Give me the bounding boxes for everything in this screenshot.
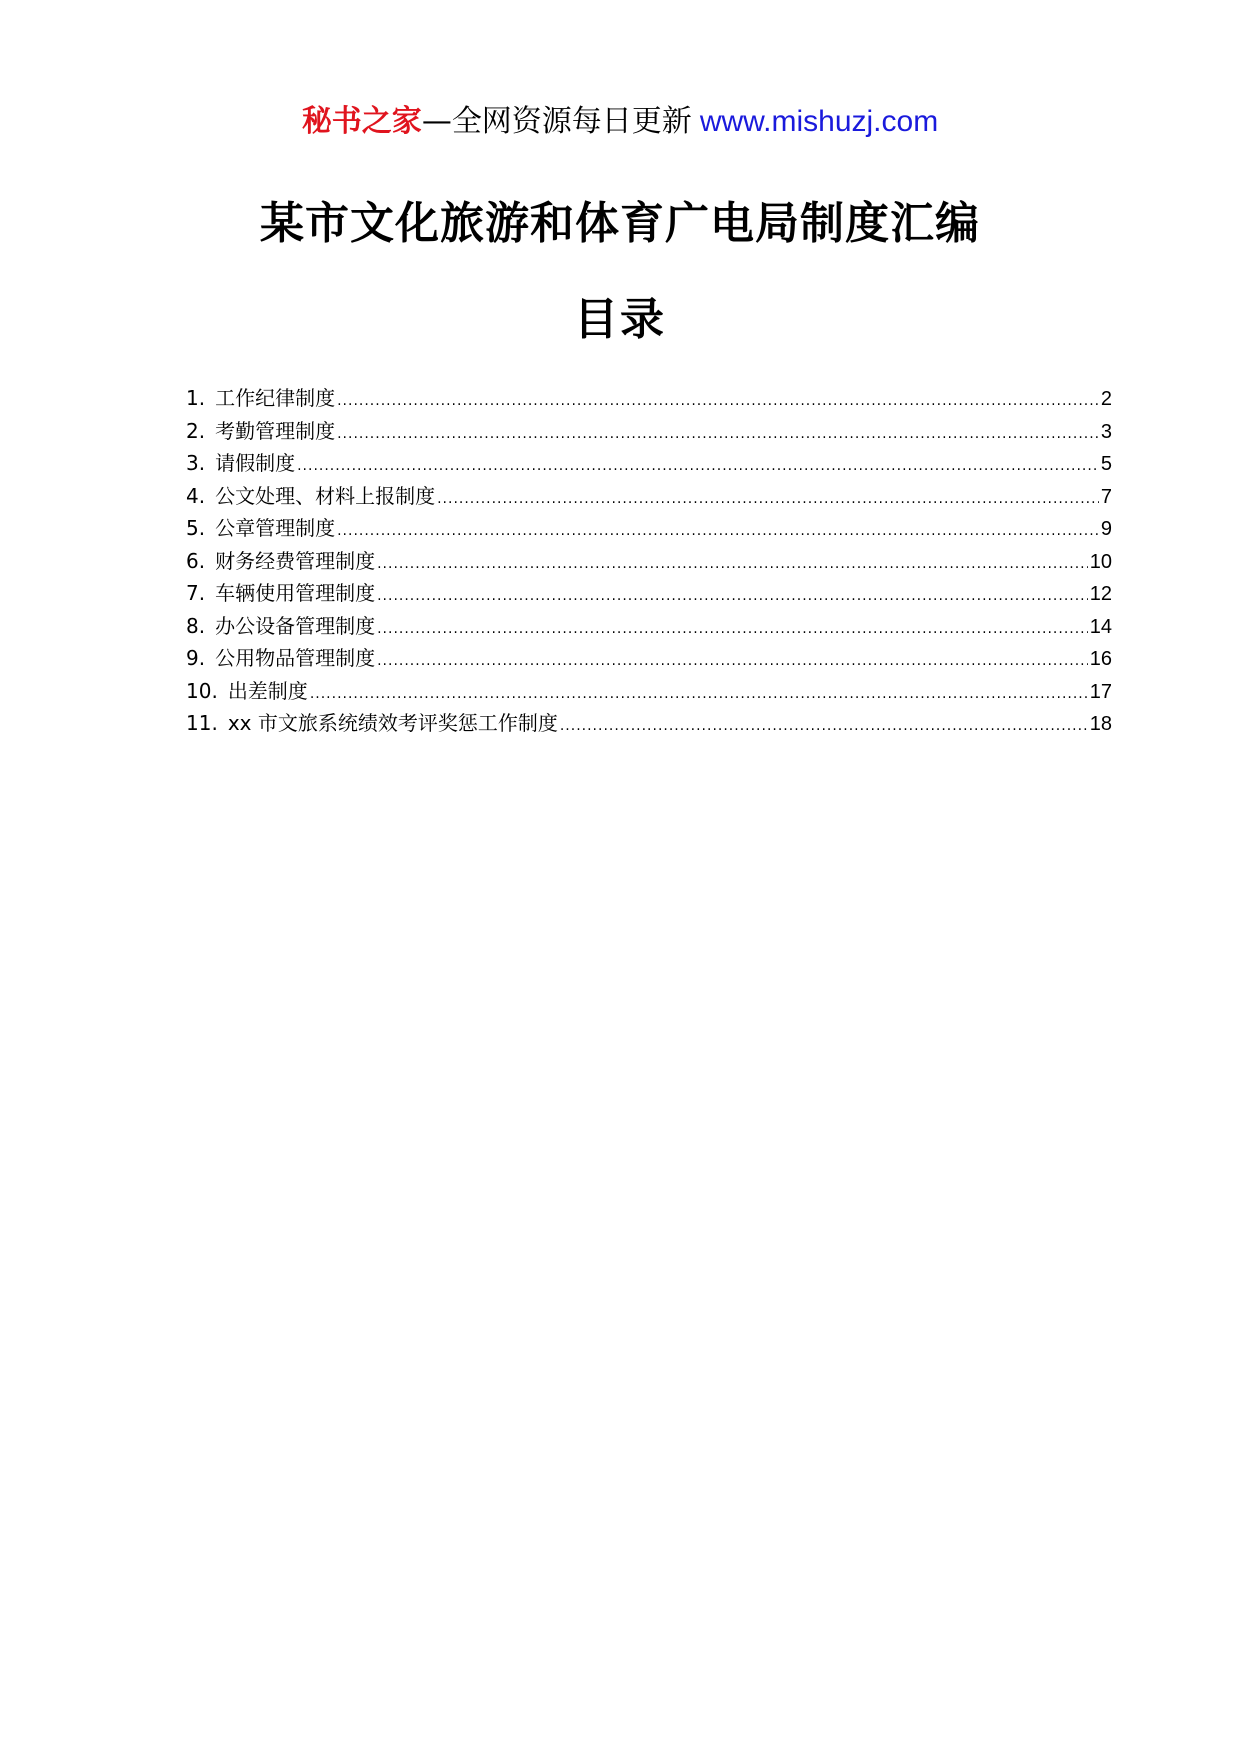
toc-entry-title: 公用物品管理制度 (215, 646, 376, 670)
toc-entry-title: 出差制度 (227, 678, 308, 703)
toc-entry-title: 公章管理制度 (215, 516, 336, 540)
toc-dot-leader (297, 450, 1099, 482)
toc-entry-title: 考勤管理制度 (215, 418, 336, 443)
toc-dot-leader (437, 483, 1099, 515)
toc-entry[interactable] (186, 577, 1112, 610)
toc-entry-number: 9. (186, 646, 206, 670)
header-slogan: —全网资源每日更新 (421, 104, 692, 139)
toc-entry-number: 4. (186, 483, 206, 508)
toc-entry-page: 12 (1089, 583, 1112, 605)
toc-entry-page: 16 (1089, 648, 1112, 670)
toc-dot-leader (310, 678, 1088, 710)
toc-entry[interactable] (186, 415, 1112, 448)
toc-entry-page: 14 (1089, 615, 1112, 638)
toc-entry-title: 请假制度 (215, 451, 296, 475)
toc-dot-leader (337, 515, 1099, 547)
document-title: 某市文化旅游和体育广电局制度汇编 (260, 198, 980, 249)
toc-dot-leader (337, 385, 1099, 417)
toc-entry-page: 18 (1089, 713, 1112, 735)
toc-entry-page: 17 (1089, 680, 1112, 703)
table-of-contents (186, 382, 1112, 740)
site-header (0, 98, 1240, 146)
toc-entry[interactable] (186, 642, 1112, 675)
toc-dot-leader (337, 418, 1099, 450)
toc-entry-number: 7. (186, 581, 206, 605)
toc-entry-title: xx 市文旅系统绩效考评奖惩工作制度 (227, 711, 558, 735)
toc-entry-page: 5 (1100, 453, 1112, 475)
toc-entry[interactable] (186, 707, 1112, 740)
toc-entry[interactable] (186, 382, 1112, 415)
toc-entry-number: 1. (186, 386, 206, 410)
toc-entry-title: 财务经费管理制度 (215, 548, 376, 573)
toc-entry-number: 11. (186, 711, 218, 735)
toc-entry[interactable] (186, 480, 1112, 513)
toc-entry-number: 6. (186, 548, 206, 573)
toc-entry-title: 公文处理、材料上报制度 (215, 483, 436, 508)
toc-entry[interactable] (186, 610, 1112, 643)
toc-entry-page: 7 (1100, 485, 1112, 508)
toc-dot-leader (377, 580, 1088, 612)
toc-dot-leader (377, 613, 1088, 645)
toc-entry-page: 2 (1100, 388, 1112, 410)
toc-entry-number: 3. (186, 451, 206, 475)
toc-entry-number: 8. (186, 613, 206, 638)
toc-dot-leader (560, 710, 1088, 742)
toc-entry[interactable] (186, 512, 1112, 545)
toc-entry[interactable] (186, 545, 1112, 578)
toc-entry-page: 10 (1089, 550, 1112, 573)
site-url-link[interactable]: www.mishuzj.com (699, 105, 939, 138)
toc-dot-leader (377, 645, 1088, 677)
toc-entry-number: 5. (186, 516, 206, 540)
toc-entry[interactable] (186, 447, 1112, 480)
toc-heading: 目录 (574, 294, 666, 345)
brand-name: 秘书之家 (301, 104, 422, 139)
toc-dot-leader (377, 548, 1088, 580)
toc-entry-page: 9 (1100, 518, 1112, 540)
toc-entry-title: 办公设备管理制度 (215, 613, 376, 638)
toc-entry-number: 10. (186, 678, 218, 703)
toc-entry-title: 车辆使用管理制度 (215, 581, 376, 605)
toc-entry-title: 工作纪律制度 (215, 386, 336, 410)
toc-entry-page: 3 (1100, 420, 1112, 443)
toc-entry-number: 2. (186, 418, 206, 443)
toc-entry[interactable] (186, 675, 1112, 708)
